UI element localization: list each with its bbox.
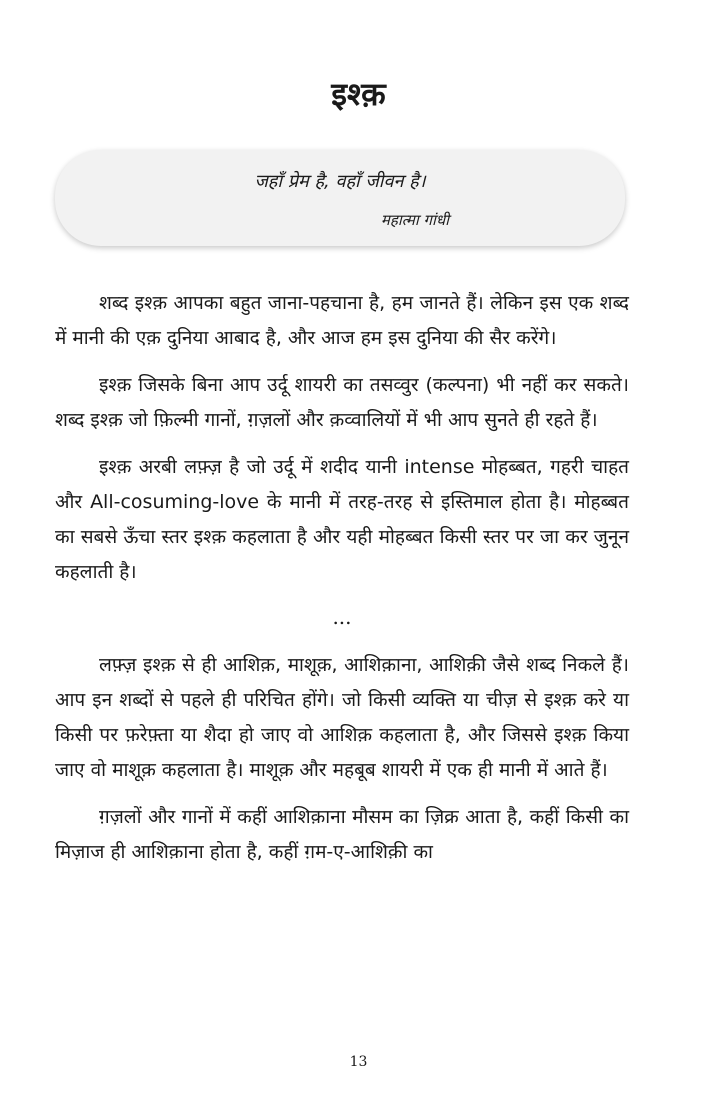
chapter-title: इश्क़ <box>331 75 386 113</box>
section-separator: ... <box>332 605 352 629</box>
paragraph: इश्क़ जिसके बिना आप उर्दू शायरी का तसव्वुर (कल्पना) भी नहीं कर सकते। शब्द इश्क़ जो फ़िल्मी गानों, ग़ज़लों और क़व्वालियों में भी आप सुनते ही रहते हैं। <box>55 374 629 431</box>
paragraph: लफ़्ज़ इश्क़ से ही आशिक़, माशूक़, आशिक़ाना, आशिक़ी जैसे शब्द निकले हैं। आप इन शब्दों से पहले ही परिचित होंगे। जो किसी व्यक्ति या चीज़ से इश्क़ करे या किसी पर फ़रेफ़्ता या शैदा हो जाए वो आशिक़ कहलाता है, और जिससे इश्क़ किया जाए वो माशूक़ कहलाता है। माशूक़ और महबूब शायरी में एक ही मानी में आते हैं। <box>55 654 629 781</box>
epigraph-author: महात्मा गांधी <box>380 211 449 229</box>
paragraph: शब्द इश्क़ आपका बहुत जाना-पहचाना है, हम जानते हैं। लेकिन इस एक शब्द में मानी की एक़ दुनिया आबाद है, और आज हम इस दुनिया की सैर करेंगे। <box>55 292 629 349</box>
epigraph-quote: जहाँ प्रेम है, वहाँ जीवन है। <box>254 171 426 192</box>
paragraph: इश्क़ अरबी लफ़्ज़ है जो उर्दू में शदीद यानी intense मोहब्बत, गहरी चाहत और All-cosuming-love के मानी में तरह-तरह से इस्तिमाल होता है। मोहब्बत का सबसे ऊँचा स्तर इश्क़ कहलाता है और यही मोहब्बत किसी स्तर पर जा कर जुनून कहलाती है। <box>55 456 629 583</box>
paragraph: ग़ज़लों और गानों में कहीं आशिक़ाना मौसम का ज़िक्र आता है, कहीं किसी का मिज़ाज ही आशिक़ाना होता है, कहीं ग़म-ए-आशिक़ी का <box>55 806 629 863</box>
body-text <box>55 286 629 882</box>
page-number: 13 <box>349 1054 368 1070</box>
epigraph-box <box>55 150 625 246</box>
